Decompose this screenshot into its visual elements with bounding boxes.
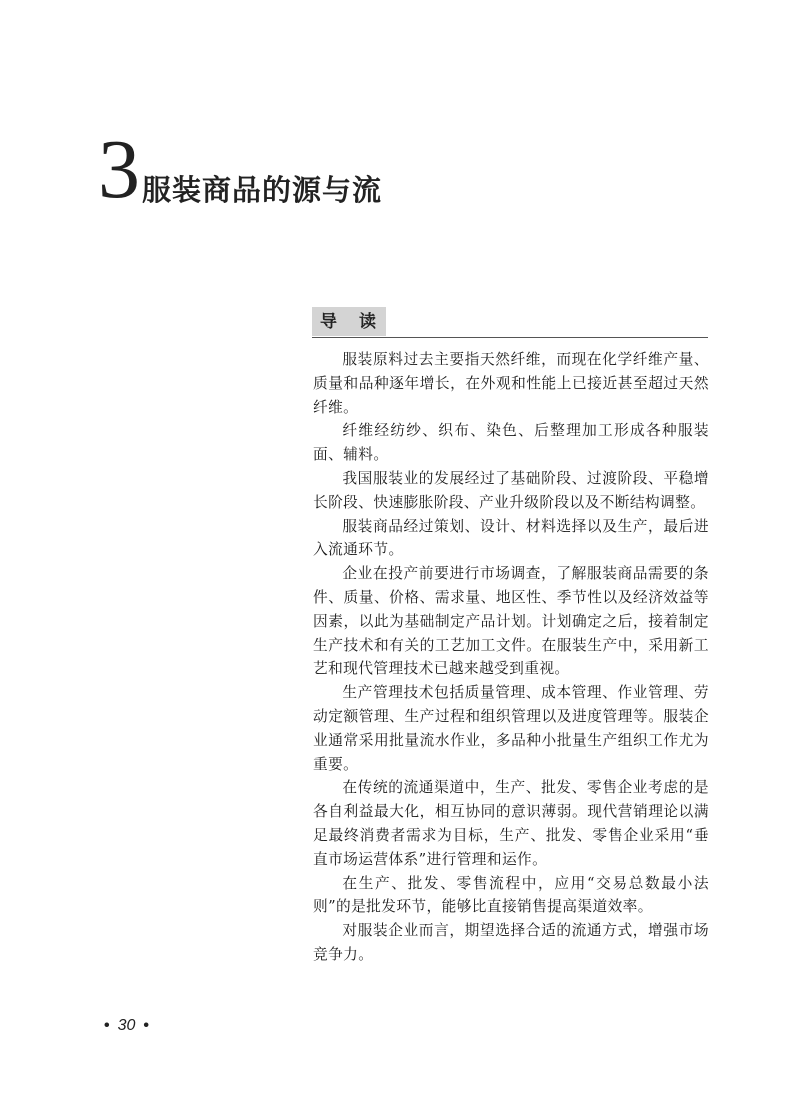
paragraph: 在生产、批发、零售流程中，应用“交易总数最小法则”的是批发环节，能够比直接销售提高渠道效率。	[313, 874, 709, 916]
paragraph: 对服装企业而言，期望选择合适的流通方式，增强市场竞争力。	[313, 922, 709, 963]
page-number-bullet-right: •	[143, 1017, 150, 1034]
reading-guide-body	[313, 348, 709, 967]
chapter-number: 3	[98, 123, 140, 216]
paragraph: 生产管理技术包括质量管理、成本管理、作业管理、劳动定额管理、生产过程和组织管理以及进度管理等。服装企业通常采用批量流水作业，多品种小批量生产组织工作尤为重要。	[313, 684, 709, 773]
paragraph: 在传统的流通渠道中，生产、批发、零售企业考虑的是各自利益最大化，相互协同的意识薄弱。现代营销理论以满足最终消费者需求为目标，生产、批发、零售企业采用“垂直市场运营体系”进行管理和运作。	[313, 779, 709, 868]
paragraph: 服装原料过去主要指天然纤维，而现在化学纤维产量、质量和品种逐年增长，在外观和性能上已接近甚至超过天然纤维。	[313, 351, 709, 416]
page-number-value: 30	[117, 1017, 136, 1034]
section-header-box	[312, 307, 398, 336]
section-header-label: 导读	[320, 312, 398, 332]
page-number	[96, 1016, 157, 1036]
section-header	[312, 307, 708, 338]
paragraph: 纤维经纺纱、织布、染色、后整理加工形成各种服装面、辅料。	[313, 422, 709, 464]
paragraph: 我国服装业的发展经过了基础阶段、过渡阶段、平稳增长阶段、快速膨胀阶段、产业升级阶段以及不断结构调整。	[313, 469, 709, 511]
paragraph: 企业在投产前要进行市场调查，了解服装商品需要的条件、质量、价格、需求量、地区性、季节性以及经济效益等因素，以此为基础制定产品计划。计划确定之后，接着制定生产技术和有关的工艺加工文件。在服装生产中，采用新工艺和现代管理技术已越来越受到重视。	[313, 565, 709, 678]
chapter-title: 服装商品的源与流	[142, 173, 383, 207]
page-number-bullet-left: •	[104, 1017, 110, 1034]
paragraph: 服装商品经过策划、设计、材料选择以及生产，最后进入流通环节。	[313, 517, 709, 559]
